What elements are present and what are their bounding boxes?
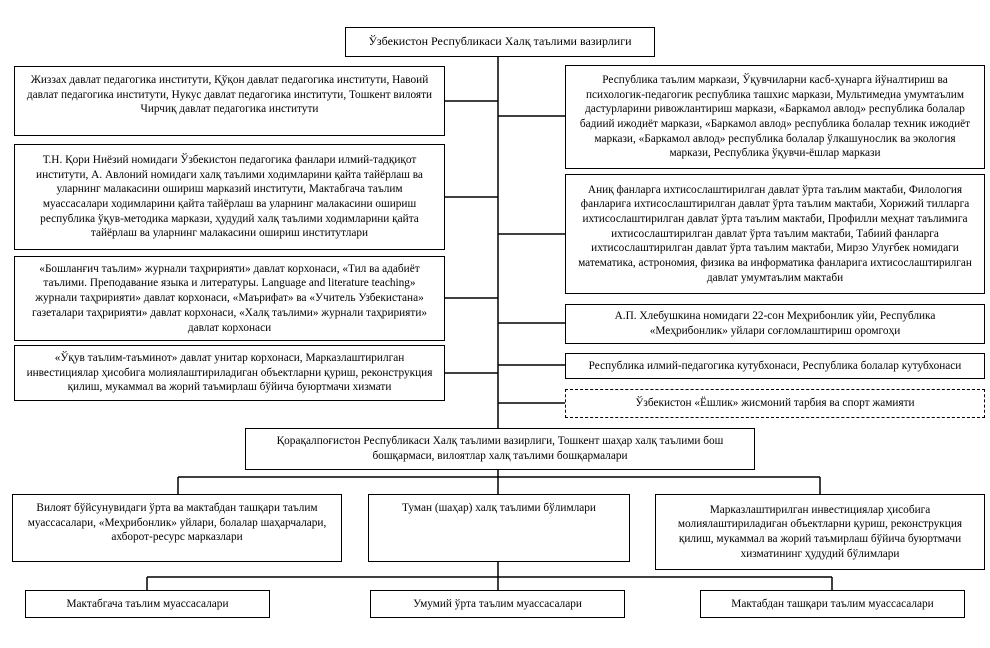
node-journal-newspaper-enterprises: «Бошланғич таълим» журнали таҳририяти» давлат корхонаси, «Тил ва адабиёт таълими. Преподавание языка и литературы. Language and literature teaching» журнали таҳририяти» давлат корхонаси, «Маърифат» ва «Учитель Узбекистана» газеталари таҳририяти» давлат корхонаси, «Халқ таълими» журнали таҳририяти» давлат корхонаси: [14, 256, 445, 341]
node-yoshlik-sport-society: Ўзбекистон «Ёшлик» жисмоний тарбия ва спорт жамияти: [565, 389, 985, 418]
node-out-of-school-institutions: Мактабдан ташқари таълим муассасалари: [700, 590, 965, 618]
node-territorial-construction-divisions: Марказлаштирилган инвестициялар ҳисобига молиялаштириладиган объектларни қуриш, реконструкция қилиш, мукаммал ва жорий таъмирлаш бўйича буюртмачи хизматининг ҳудудий бўлимлари: [655, 494, 985, 570]
node-district-education-divisions: Туман (шаҳар) халқ таълими бўлимлари: [368, 494, 630, 562]
node-republican-libraries: Республика илмий-педагогика кутубхонаси, Республика болалар кутубхонаси: [565, 353, 985, 379]
node-regional-education-departments: Қорақалпоғистон Республикаси Халқ таълими вазирлиги, Тошкент шаҳар халқ таълими бош бошқармаси, вилоятлар халқ таълими бошқармалари: [245, 428, 755, 470]
node-preschool-institutions: Мактабгача таълим муассасалари: [25, 590, 270, 618]
node-regional-subordinate-institutions: Вилоят бўйсунувидаги ўрта ва мактабдан ташқари таълим муассасалари, «Меҳрибонлик» уйлари, болалар шаҳарчалари, ахборот-ресурс марказлари: [12, 494, 342, 562]
node-ministry-root: Ўзбекистон Республикаси Халқ таълими вазирлиги: [345, 27, 655, 57]
node-research-and-retraining-institutes: Т.Н. Қори Ниёзий номидаги Ўзбекистон педагогика фанлари илмий-тадқиқот институти, А. Авлоний номидаги халқ таълими ходимларини қайта тайёрлаш ва уларнинг малакасини ошириш марказий институти, Мактабгача таълим муассасалари ходимларини қайта тайёрлаш ва уларнинг малакасини ошириш республика ўқув-методика маркази, ҳудудий халқ таълими ходимларини қайта тайёрлаш ва уларнинг малакасини ошириш институтлари: [14, 144, 445, 250]
node-pedagogical-institutes: Жиззах давлат педагогика институти, Қўқон давлат педагогика институти, Навоий давлат педагогика институти, Нукус давлат педагогика институти, Тошкент вилояти Чирчиқ давлат педагогика институти: [14, 66, 445, 136]
node-supply-and-construction-service: «Ўқув таълим-таъминот» давлат унитар корхонаси, Марказлаштирилган инвестициялар ҳисобига молиялаштириладиган объектларни қуриш, реконструкция қилиш, мукаммал ва жорий таъмирлаш бўйича буюртмачи хизмати: [14, 345, 445, 401]
node-specialized-secondary-schools: Аниқ фанларга ихтисослаштирилган давлат ўрта таълим мактаби, Филология фанларига ихтисослаштирилган давлат ўрта таълим мактаби, Хорижий тилларга ихтисослаштирилган давлат ўрта таълим мактаби, Профилли меҳнат таълимига ихтисослаштирилган давлат ўрта таълим мактаби, Табиий фанларга ихтисослаштирилган давлат ўрта таълим мактаби, Мирзо Улуғбек номидаги математика, астрономия, физика ва информатика фанларига ихтисослаштирилган давлат умумтаълим мактаби: [565, 174, 985, 294]
node-republican-education-centers: Республика таълим маркази, Ўқувчиларни касб-ҳунарга йўналтириш ва психологик-педагогик республика ташхис маркази, Мультимедиа умумтаълим дастурларини ривожлантириш маркази, «Баркамол авлод» республика болалар бадиий ижодиёт маркази, «Баркамол авлод» республика болалар техник ижодиёт маркази, «Баркамол авлод» республика болалар ўлкашунослик ва экология маркази, Республика ўқувчи-ёшлар маркази: [565, 65, 985, 169]
node-mehribonlik-homes: А.П. Хлебушкина номидаги 22-сон Меҳрибонлик уйи, Республика «Меҳрибонлик» уйлари соғломлаштириш оромгоҳи: [565, 304, 985, 344]
node-general-secondary-institutions: Умумий ўрта таълим муассасалари: [370, 590, 625, 618]
